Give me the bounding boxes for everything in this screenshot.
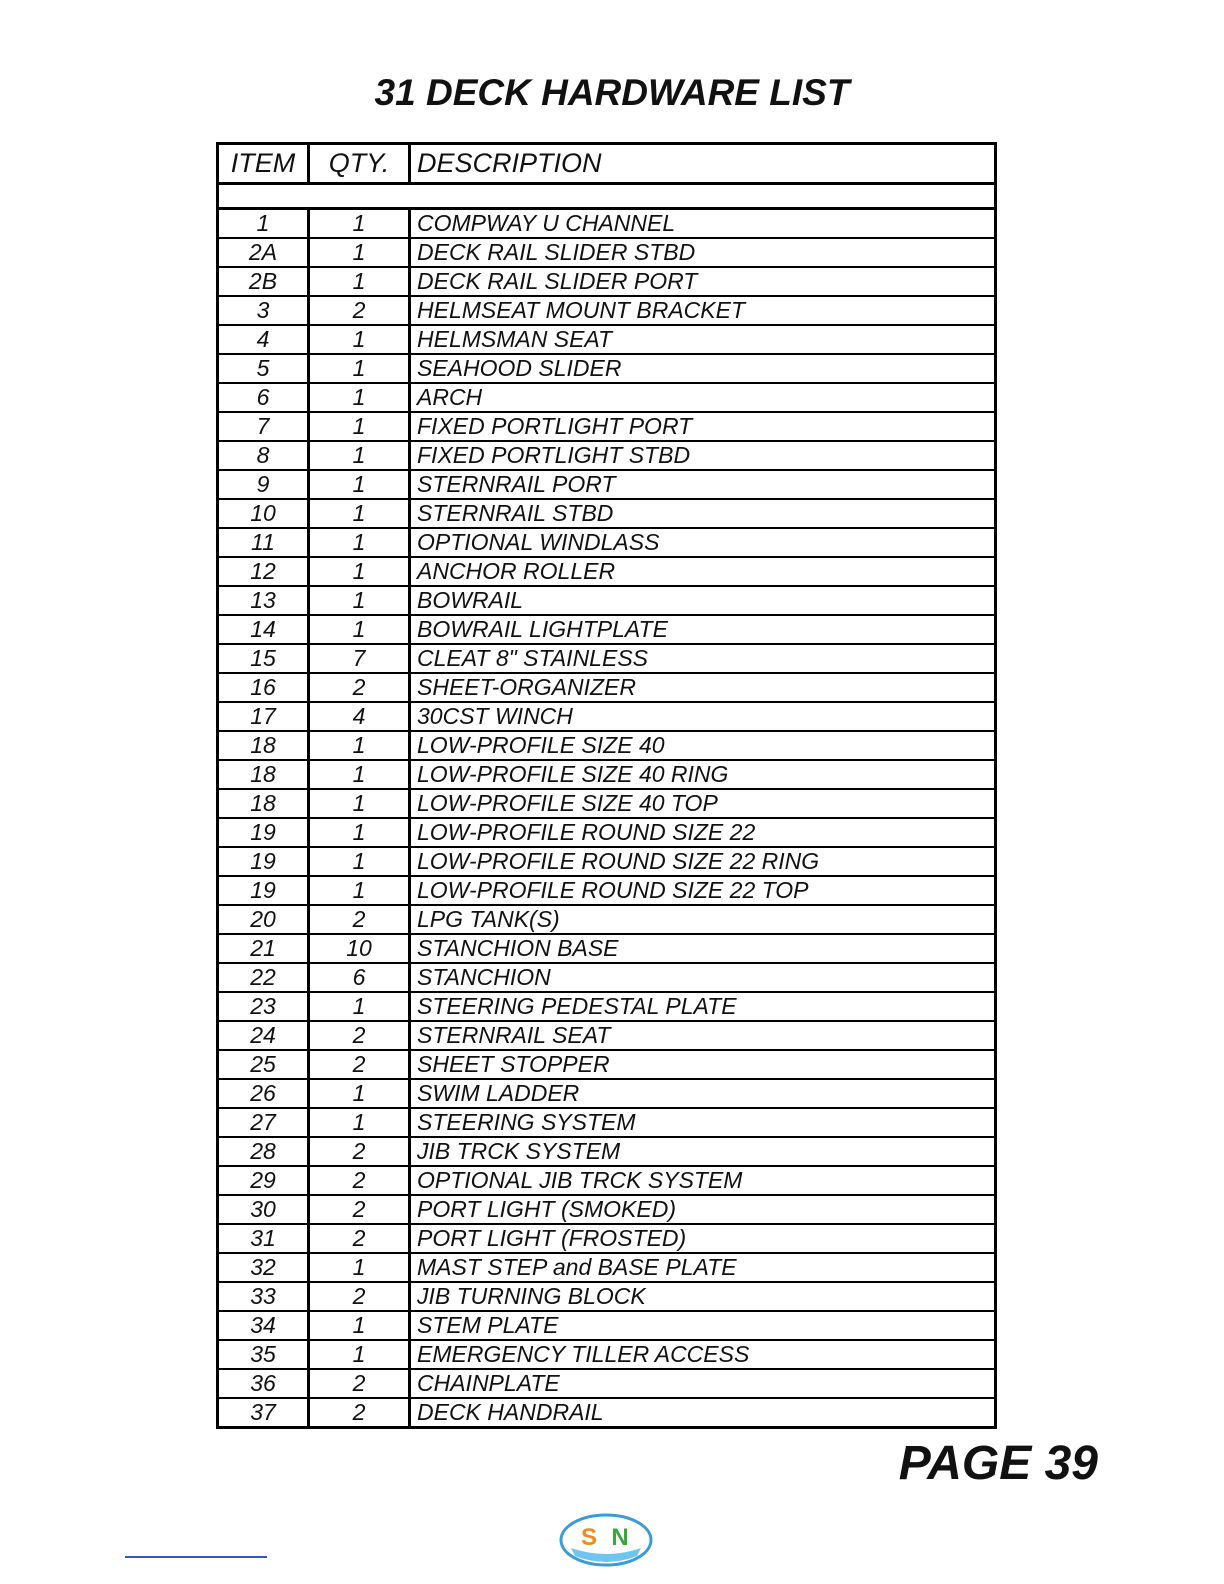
cell-item: 36: [218, 1369, 309, 1398]
cell-item: 19: [218, 847, 309, 876]
hardware-table: [216, 142, 997, 1429]
cell-description: LOW-PROFILE SIZE 40: [410, 731, 996, 760]
table-row: [218, 789, 996, 818]
page-number: PAGE 39: [898, 1437, 1098, 1490]
table-row: [218, 238, 996, 267]
table-row: [218, 731, 996, 760]
table-row: [218, 586, 996, 615]
cell-qty: 1: [309, 557, 410, 586]
cell-description: OPTIONAL JIB TRCK SYSTEM: [410, 1166, 996, 1195]
cell-item: 8: [218, 441, 309, 470]
table-row: [218, 905, 996, 934]
cell-item: 7: [218, 412, 309, 441]
cell-qty: 1: [309, 354, 410, 383]
cell-item: 29: [218, 1166, 309, 1195]
cell-description: STERNRAIL STBD: [410, 499, 996, 528]
cell-description: DECK RAIL SLIDER STBD: [410, 238, 996, 267]
cell-qty: 1: [309, 325, 410, 354]
table-row: [218, 1253, 996, 1282]
table-header-row: [218, 144, 996, 184]
cell-qty: 7: [309, 644, 410, 673]
cell-item: 26: [218, 1079, 309, 1108]
cell-description: ANCHOR ROLLER: [410, 557, 996, 586]
cell-item: 30: [218, 1195, 309, 1224]
cell-description: SWIM LADDER: [410, 1079, 996, 1108]
table-row: [218, 441, 996, 470]
table-row: [218, 673, 996, 702]
table-row: [218, 209, 996, 239]
cell-item: 13: [218, 586, 309, 615]
cell-qty: 1: [309, 1108, 410, 1137]
table-row: [218, 644, 996, 673]
table-row: [218, 528, 996, 557]
cell-description: SHEET-ORGANIZER: [410, 673, 996, 702]
cell-description: BOWRAIL LIGHTPLATE: [410, 615, 996, 644]
cell-item: 18: [218, 731, 309, 760]
cell-qty: 10: [309, 934, 410, 963]
column-header-item: ITEM: [218, 144, 309, 184]
table-row: [218, 1021, 996, 1050]
cell-qty: 1: [309, 1253, 410, 1282]
cell-description: ARCH: [410, 383, 996, 412]
cell-qty: 1: [309, 731, 410, 760]
table-row: [218, 1340, 996, 1369]
table-row: [218, 383, 996, 412]
cell-description: 30CST WINCH: [410, 702, 996, 731]
cell-qty: 1: [309, 818, 410, 847]
cell-description: PORT LIGHT (FROSTED): [410, 1224, 996, 1253]
table-row: [218, 702, 996, 731]
table-row: [218, 1398, 996, 1428]
table-row: [218, 1224, 996, 1253]
cell-qty: 2: [309, 1021, 410, 1050]
cell-description: DECK RAIL SLIDER PORT: [410, 267, 996, 296]
cell-qty: 1: [309, 615, 410, 644]
table-row: [218, 1137, 996, 1166]
cell-qty: 1: [309, 789, 410, 818]
table-row: [218, 615, 996, 644]
cell-qty: 2: [309, 1195, 410, 1224]
cell-description: PORT LIGHT (SMOKED): [410, 1195, 996, 1224]
column-header-qty: QTY.: [309, 144, 410, 184]
table-row: [218, 963, 996, 992]
cell-item: 12: [218, 557, 309, 586]
cell-description: LOW-PROFILE SIZE 40 TOP: [410, 789, 996, 818]
cell-item: 6: [218, 383, 309, 412]
cell-description: COMPWAY U CHANNEL: [410, 209, 996, 239]
cell-item: 4: [218, 325, 309, 354]
cell-description: BOWRAIL: [410, 586, 996, 615]
cell-qty: 1: [309, 1079, 410, 1108]
cell-item: 2A: [218, 238, 309, 267]
sn-logo-icon: [557, 1512, 655, 1568]
cell-qty: 2: [309, 1050, 410, 1079]
cell-description: SEAHOOD SLIDER: [410, 354, 996, 383]
cell-description: LOW-PROFILE ROUND SIZE 22 TOP: [410, 876, 996, 905]
cell-item: 11: [218, 528, 309, 557]
cell-description: JIB TRCK SYSTEM: [410, 1137, 996, 1166]
cell-qty: 2: [309, 1398, 410, 1428]
table-row: [218, 934, 996, 963]
cell-description: LOW-PROFILE ROUND SIZE 22 RING: [410, 847, 996, 876]
cell-item: 9: [218, 470, 309, 499]
cell-item: 3: [218, 296, 309, 325]
cell-item: 20: [218, 905, 309, 934]
cell-item: 19: [218, 876, 309, 905]
cell-qty: 4: [309, 702, 410, 731]
cell-description: CHAINPLATE: [410, 1369, 996, 1398]
cell-qty: 1: [309, 1311, 410, 1340]
cell-description: STANCHION: [410, 963, 996, 992]
logo-letter-n: N: [611, 1524, 629, 1551]
page-title: 31 DECK HARDWARE LIST: [374, 72, 850, 113]
cell-description: JIB TURNING BLOCK: [410, 1282, 996, 1311]
table-row: [218, 1108, 996, 1137]
cell-item: 37: [218, 1398, 309, 1428]
cell-item: 34: [218, 1311, 309, 1340]
cell-description: STERNRAIL SEAT: [410, 1021, 996, 1050]
cell-item: 15: [218, 644, 309, 673]
footer-link-underline[interactable]: [125, 1556, 267, 1558]
cell-description: STEM PLATE: [410, 1311, 996, 1340]
table-row: [218, 557, 996, 586]
cell-item: 31: [218, 1224, 309, 1253]
cell-qty: 1: [309, 847, 410, 876]
table-row: [218, 1050, 996, 1079]
cell-description: FIXED PORTLIGHT PORT: [410, 412, 996, 441]
cell-description: STEERING SYSTEM: [410, 1108, 996, 1137]
cell-description: HELMSEAT MOUNT BRACKET: [410, 296, 996, 325]
cell-item: 14: [218, 615, 309, 644]
cell-qty: 1: [309, 238, 410, 267]
table-row: [218, 992, 996, 1021]
cell-item: 5: [218, 354, 309, 383]
cell-item: 25: [218, 1050, 309, 1079]
cell-item: 23: [218, 992, 309, 1021]
cell-qty: 1: [309, 528, 410, 557]
cell-description: STERNRAIL PORT: [410, 470, 996, 499]
table-row: [218, 760, 996, 789]
cell-item: 2B: [218, 267, 309, 296]
table-row: [218, 267, 996, 296]
table-row: [218, 296, 996, 325]
cell-description: STEERING PEDESTAL PLATE: [410, 992, 996, 1021]
cell-item: 17: [218, 702, 309, 731]
cell-item: 10: [218, 499, 309, 528]
cell-qty: 1: [309, 499, 410, 528]
cell-item: 19: [218, 818, 309, 847]
table-row: [218, 470, 996, 499]
cell-qty: 2: [309, 1224, 410, 1253]
cell-description: SHEET STOPPER: [410, 1050, 996, 1079]
cell-qty: 1: [309, 876, 410, 905]
table-row: [218, 1166, 996, 1195]
table-row: [218, 847, 996, 876]
table-row: [218, 818, 996, 847]
cell-item: 28: [218, 1137, 309, 1166]
cell-qty: 1: [309, 1340, 410, 1369]
cell-description: LPG TANK(S): [410, 905, 996, 934]
header-spacer-row: [218, 184, 996, 209]
column-header-description: DESCRIPTION: [410, 144, 996, 184]
cell-qty: 1: [309, 383, 410, 412]
table-row: [218, 325, 996, 354]
table-row: [218, 1369, 996, 1398]
cell-qty: 1: [309, 412, 410, 441]
cell-item: 35: [218, 1340, 309, 1369]
table-row: [218, 1195, 996, 1224]
table-row: [218, 1282, 996, 1311]
table-row: [218, 876, 996, 905]
cell-description: EMERGENCY TILLER ACCESS: [410, 1340, 996, 1369]
cell-description: LOW-PROFILE ROUND SIZE 22: [410, 818, 996, 847]
cell-qty: 1: [309, 992, 410, 1021]
cell-description: CLEAT 8" STAINLESS: [410, 644, 996, 673]
cell-item: 18: [218, 789, 309, 818]
cell-qty: 1: [309, 209, 410, 239]
cell-description: OPTIONAL WINDLASS: [410, 528, 996, 557]
cell-qty: 6: [309, 963, 410, 992]
cell-qty: 1: [309, 586, 410, 615]
cell-qty: 2: [309, 1282, 410, 1311]
table-row: [218, 1311, 996, 1340]
cell-qty: 2: [309, 296, 410, 325]
cell-item: 27: [218, 1108, 309, 1137]
cell-item: 18: [218, 760, 309, 789]
cell-item: 33: [218, 1282, 309, 1311]
cell-item: 21: [218, 934, 309, 963]
table-row: [218, 354, 996, 383]
cell-description: FIXED PORTLIGHT STBD: [410, 441, 996, 470]
cell-qty: 1: [309, 441, 410, 470]
cell-qty: 2: [309, 1137, 410, 1166]
logo-letter-s: S: [580, 1524, 598, 1551]
cell-description: MAST STEP and BASE PLATE: [410, 1253, 996, 1282]
cell-qty: 1: [309, 267, 410, 296]
cell-description: LOW-PROFILE SIZE 40 RING: [410, 760, 996, 789]
cell-qty: 2: [309, 1369, 410, 1398]
cell-qty: 2: [309, 905, 410, 934]
cell-qty: 2: [309, 1166, 410, 1195]
table-row: [218, 499, 996, 528]
cell-item: 32: [218, 1253, 309, 1282]
cell-item: 24: [218, 1021, 309, 1050]
cell-qty: 2: [309, 673, 410, 702]
cell-item: 16: [218, 673, 309, 702]
cell-qty: 1: [309, 760, 410, 789]
cell-description: DECK HANDRAIL: [417, 1399, 604, 1425]
spacer-cell: [218, 184, 996, 209]
table-row: [218, 1079, 996, 1108]
cell-description: STANCHION BASE: [410, 934, 996, 963]
cell-item: 22: [218, 963, 309, 992]
cell-description: HELMSMAN SEAT: [410, 325, 996, 354]
cell-qty: 1: [309, 470, 410, 499]
cell-item: 1: [218, 209, 309, 239]
table-row: [218, 412, 996, 441]
